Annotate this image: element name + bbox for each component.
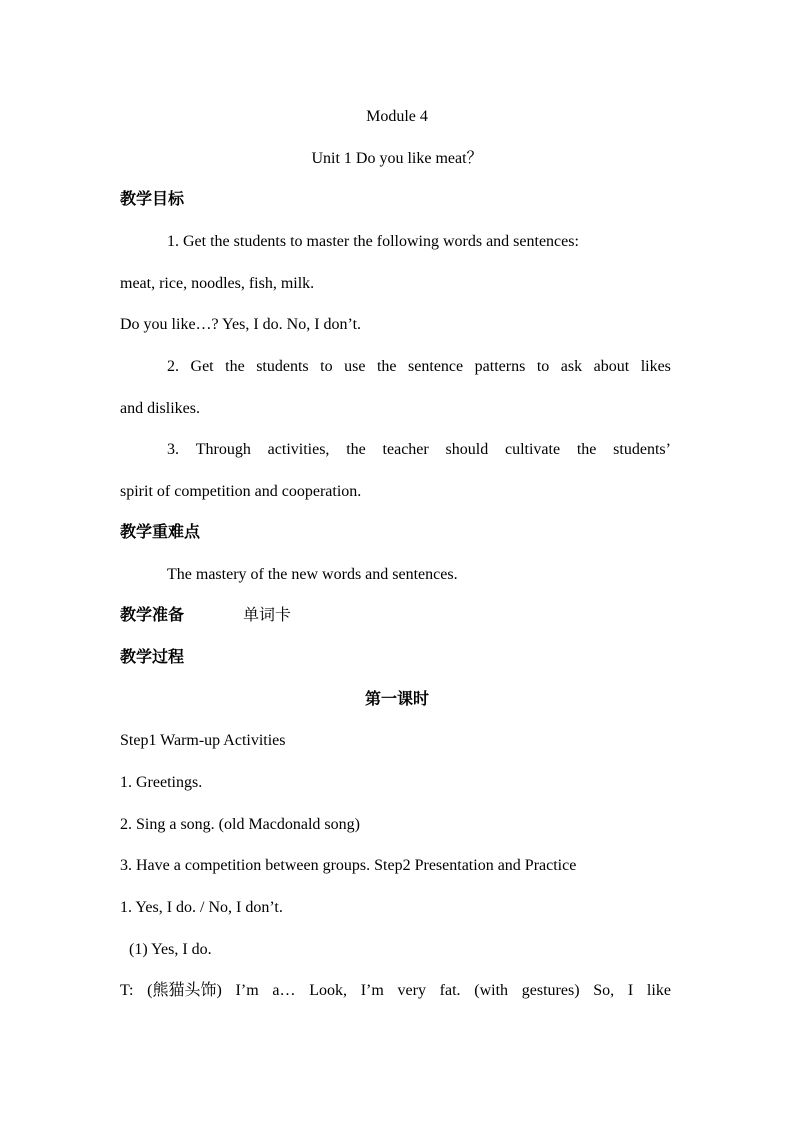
word: cultivate — [504, 441, 561, 458]
word: sentence — [408, 358, 464, 375]
objective-1-sentences: Do you like…? Yes, I do. No, I don’t. — [120, 316, 362, 333]
heading-keypoints: 教学重难点 — [120, 524, 201, 541]
preparation-text: 单词卡 — [243, 607, 292, 624]
heading-process: 教学过程 — [120, 649, 185, 666]
word: (with — [474, 982, 509, 999]
word: students’ — [613, 441, 671, 458]
word: fat. — [439, 982, 461, 999]
word: T: — [120, 982, 134, 999]
unit-title: Unit 1 Do you like meat？ — [311, 150, 483, 167]
word: I’m — [235, 982, 259, 999]
word: about — [593, 358, 630, 375]
word: Through — [195, 441, 251, 458]
word: 2. — [167, 358, 179, 375]
step-1: Step1 Warm-up Activities — [120, 732, 286, 749]
module-title: Module 4 — [366, 108, 428, 125]
word: Look, — [309, 982, 347, 999]
word: the — [346, 441, 366, 458]
objective-3-line-2: spirit of competition and cooperation. — [120, 483, 362, 500]
objective-3-line-1 — [167, 440, 671, 460]
word: gestures) — [521, 982, 580, 999]
word: ask — [560, 358, 583, 375]
word: activities, — [267, 441, 330, 458]
heading-objectives: 教学目标 — [120, 191, 185, 208]
word: students — [256, 358, 309, 375]
word: the — [376, 358, 397, 375]
word: patterns — [474, 358, 526, 375]
step-1-item-3: 3. Have a competition between groups. Step2 Presentation and Practice — [120, 857, 577, 874]
word: teacher — [382, 441, 429, 458]
word: like — [646, 982, 671, 999]
word: 3. — [167, 441, 179, 458]
objective-1-words: meat, rice, noodles, fish, milk. — [120, 275, 315, 292]
word: (熊猫头饰) — [147, 982, 222, 999]
word: the — [225, 358, 245, 375]
step-1-item-1: 1. Greetings. — [120, 774, 203, 791]
step-2-item-1: 1. Yes, I do. / No, I don’t. — [120, 899, 283, 916]
objective-1: 1. Get the students to master the following words and sentences: — [167, 233, 579, 250]
dialogue-line — [120, 981, 671, 1001]
word: a… — [272, 982, 296, 999]
word: I — [627, 982, 634, 999]
word: use — [344, 358, 366, 375]
step-2-subitem-1: (1) Yes, I do. — [129, 941, 212, 958]
word: So, — [593, 982, 615, 999]
word: likes — [640, 358, 671, 375]
word: to — [320, 358, 333, 375]
word: Get — [190, 358, 214, 375]
word: should — [445, 441, 489, 458]
lesson-title: 第一课时 — [364, 691, 429, 708]
objective-2-line-2: and dislikes. — [120, 400, 200, 417]
heading-preparation: 教学准备 — [120, 607, 185, 624]
keypoints-text: The mastery of the new words and sentences. — [167, 566, 458, 583]
objective-2-line-1 — [167, 357, 671, 377]
word: I’m — [360, 982, 384, 999]
word: very — [397, 982, 426, 999]
word: to — [536, 358, 550, 375]
word: the — [576, 441, 597, 458]
step-1-item-2: 2. Sing a song. (old Macdonald song) — [120, 816, 360, 833]
